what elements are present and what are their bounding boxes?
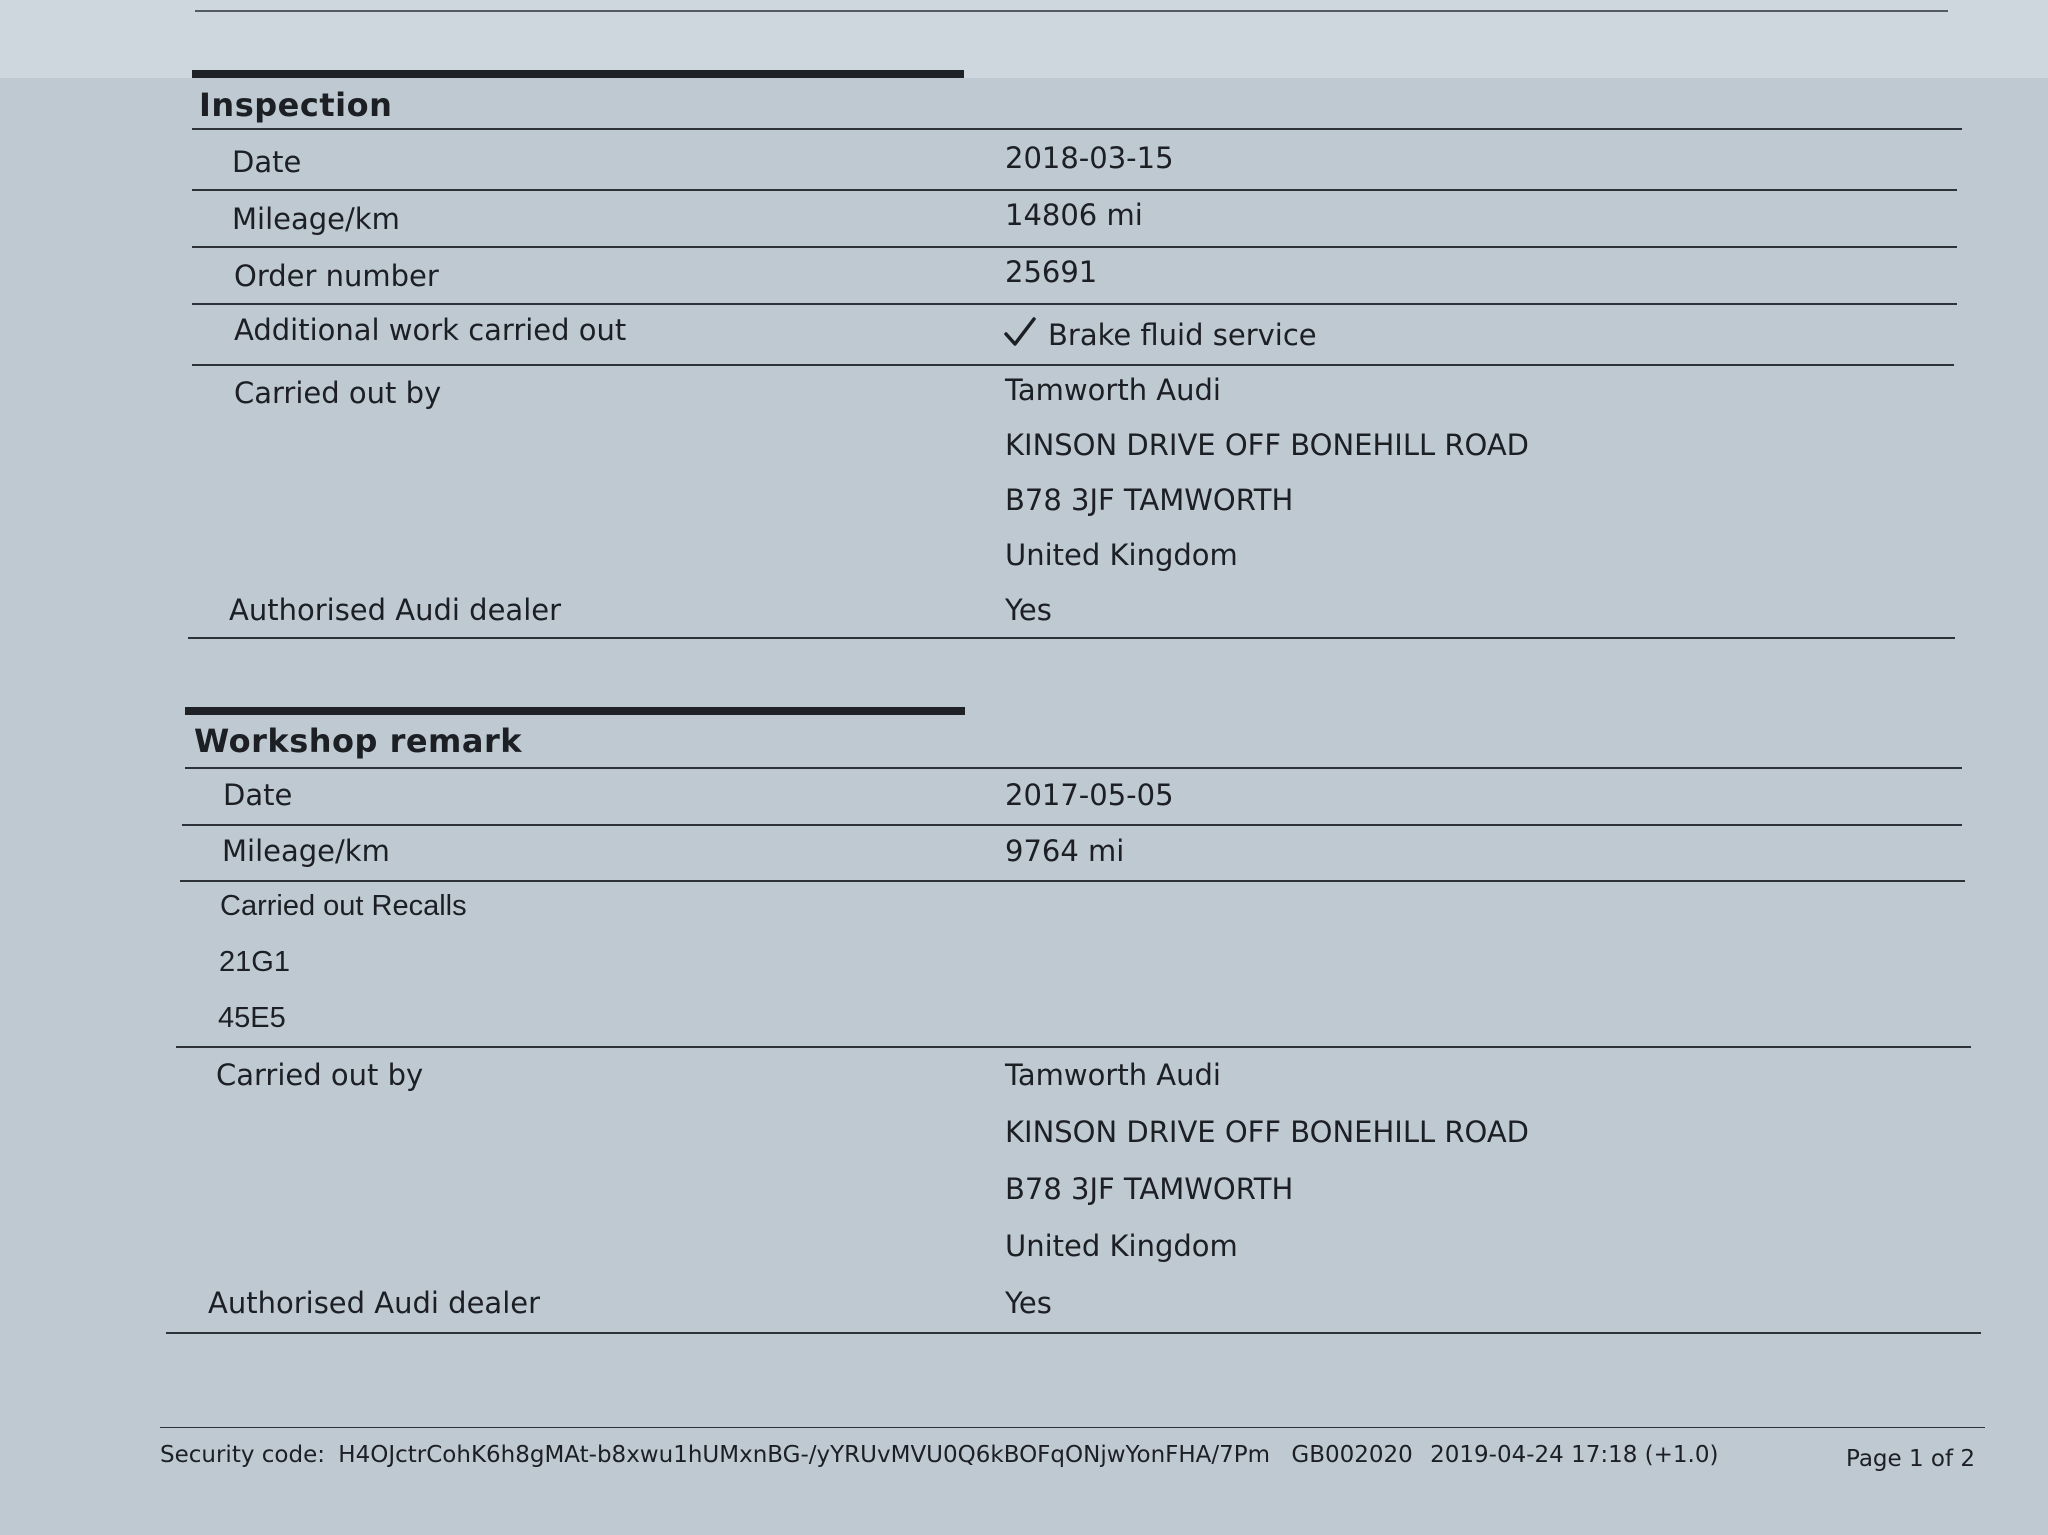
document-ref: GB002020 xyxy=(1291,1442,1413,1468)
inspection-mileage-value: 14806 mi xyxy=(1005,198,1143,232)
workshop-mileage-value: 9764 mi xyxy=(1005,834,1125,868)
workshop-carried-label: Carried out by xyxy=(216,1058,424,1092)
page-number: Page 1 of 2 xyxy=(1846,1446,1976,1472)
footer-security xyxy=(160,1442,1718,1468)
inspection-address-line: B78 3JF TAMWORTH xyxy=(1005,483,1294,517)
divider xyxy=(182,824,1962,826)
inspection-authorised-value: Yes xyxy=(1005,593,1052,627)
divider xyxy=(192,303,1957,305)
workshop-date-label: Date xyxy=(223,778,293,812)
workshop-address-line: KINSON DRIVE OFF BONEHILL ROAD xyxy=(1005,1115,1529,1149)
workshop-recalls-label: Carried out Recalls xyxy=(220,890,467,922)
inspection-additional-label: Additional work carried out xyxy=(234,313,627,347)
inspection-address-line: KINSON DRIVE OFF BONEHILL ROAD xyxy=(1005,428,1529,462)
workshop-address-line: B78 3JF TAMWORTH xyxy=(1005,1172,1294,1206)
inspection-authorised-label: Authorised Audi dealer xyxy=(229,593,562,627)
divider xyxy=(166,1332,1981,1334)
inspection-dealer-name: Tamworth Audi xyxy=(1005,373,1221,407)
inspection-title: Inspection xyxy=(199,86,393,124)
workshop-dealer-name: Tamworth Audi xyxy=(1005,1058,1221,1092)
inspection-mileage-label: Mileage/km xyxy=(232,202,400,236)
inspection-carried-label: Carried out by xyxy=(234,376,442,410)
inspection-address-line: United Kingdom xyxy=(1005,538,1238,572)
workshop-title: Workshop remark xyxy=(194,722,523,760)
security-label: Security code: xyxy=(160,1442,325,1468)
divider xyxy=(192,128,1962,130)
check-icon xyxy=(1003,315,1037,349)
recall-code: 21G1 xyxy=(219,946,290,978)
security-code: H4OJctrCohK6h8gMAt-b8xwu1hUMxnBG-/yYRUvMVU0Q6kBOFqONjwYonFHA/7Pm xyxy=(338,1442,1271,1468)
recall-code: 45E5 xyxy=(218,1002,286,1034)
workshop-authorised-label: Authorised Audi dealer xyxy=(208,1286,541,1320)
previous-page-edge xyxy=(0,0,2048,80)
workshop-date-value: 2017-05-05 xyxy=(1005,778,1174,812)
inspection-additional-value: Brake fluid service xyxy=(1048,318,1317,352)
inspection-order-label: Order number xyxy=(234,259,439,293)
divider xyxy=(192,189,1957,191)
section-bar xyxy=(192,70,964,78)
workshop-mileage-label: Mileage/km xyxy=(222,834,390,868)
inspection-date-label: Date xyxy=(232,145,302,179)
divider xyxy=(188,637,1955,639)
workshop-address-line: United Kingdom xyxy=(1005,1229,1238,1263)
divider xyxy=(180,880,1965,882)
divider xyxy=(192,246,1957,248)
divider xyxy=(185,767,1962,769)
footer-divider xyxy=(160,1427,1985,1428)
workshop-authorised-value: Yes xyxy=(1005,1286,1052,1320)
divider xyxy=(195,10,1948,12)
timestamp: 2019-04-24 17:18 (+1.0) xyxy=(1430,1442,1719,1468)
inspection-date-value: 2018-03-15 xyxy=(1005,141,1174,175)
divider xyxy=(176,1046,1971,1048)
inspection-order-value: 25691 xyxy=(1005,255,1098,289)
divider xyxy=(192,364,1954,366)
section-bar xyxy=(185,707,965,715)
